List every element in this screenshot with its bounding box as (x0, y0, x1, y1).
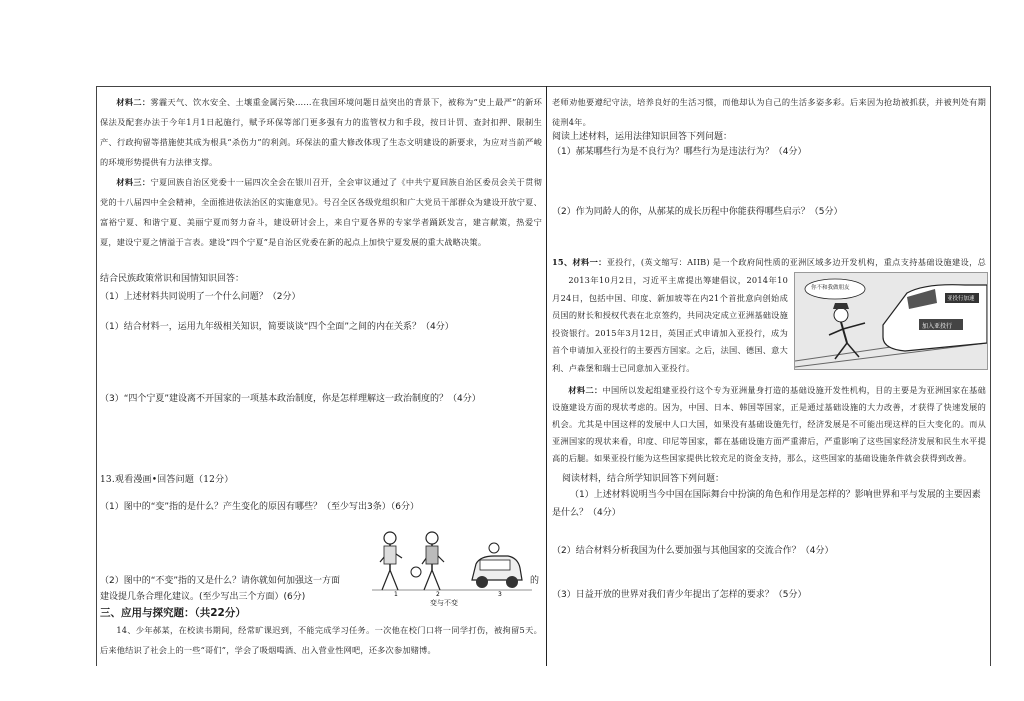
cartoon-change-figure (372, 524, 532, 612)
question-14-part-1: （1）郝某哪些行为是不良行为？哪些行为是违法行为？（4分） (552, 147, 807, 157)
cartoon-caption: 变与不变 (430, 599, 458, 607)
column-divider (546, 86, 547, 666)
material-3-label: 材料三： (116, 177, 151, 187)
question-1: （1）上述材料共同说明了一个什么问题？（2分） (100, 292, 301, 302)
question-15-part-3: （3）日益开放的世界对我们青少年提出了怎样的要求？（5分） (552, 590, 807, 600)
frame-left-border (96, 86, 97, 666)
material-2-text-right: 中国所以发起组建亚投行这个专为亚洲量身打造的基础设施开发性机构，目的主要是为亚洲国家在基础设施建设方面的现状考虑的。因为，中国、日本、韩国等国家，正是通过基础设施的大力改善，才获得了快速发展的机会。尤其是中国这样的发展中人口大国，如果没有基础设施先行，经济发展是不可能出现这样的巨大变化的。而从亚洲国家的现状来看，印度、印尼等国家，都在基础设施方面严重滞后，严重影响了这些国家经济发展和民生水平提高的后腿。如果亚投行能为这些国家提供比较充足的资金支持，那么，这些国家的基础设施条件就会获得到改善。 (552, 385, 986, 463)
cartoon-sign-label: 加入亚投行 (922, 323, 953, 330)
material-2-label-right: 材料二： (568, 385, 603, 395)
question-15-intro: 亚投行，(英文缩写：AIIB) 是一个政府间性质的亚洲区域多边开发机构，重点支持基础设施建设，总 (606, 257, 986, 267)
question-14-text: 14、少年郝某，在校读书期间，经常旷课迟到，不能完成学习任务。一次他在校门口将一同学打伤，被拘留5天。后来他结识了社会上的一些“哥们”，学会了吸烟喝酒、出入营业性网吧，还多次参加赌博。 (100, 625, 542, 655)
material-3-text: 宁夏回族自治区党委十一届四次全会在银川召开，全会审议通过了《中共宁夏回族自治区委员会关于贯彻党的十八届四中全会精神，全面推进依法治区的实施意见》。号召全区各级党组织和广大党员干部群众为建设开放宁夏、富裕宁夏、和谐宁夏、美丽宁夏而努力奋斗，建设研讨会上，来自宁夏各界的专家学者踊跃发言，建言献策，热爱宁夏，建设宁夏之情溢于言表。建设“四个宁夏”是自治区党委在新的起点上加快宁夏发展的重大战略决策。 (100, 177, 542, 247)
question-15-material-1 (552, 252, 986, 272)
material-2-paragraph (100, 92, 542, 170)
cartoon-aiib-figure (794, 272, 988, 370)
frame-top-border (96, 86, 990, 87)
frame-right-border (990, 86, 991, 666)
cartoon-train-label: 亚投行加速 (947, 296, 975, 302)
question-15-material-2 (552, 382, 986, 484)
question-13-part-2-tail: 的 (530, 576, 540, 586)
question-13-part-2-a: （2）图中的“不变”指的又是什么？请你就如何加强这一方面 (100, 576, 341, 586)
cartoon-bubble-text: 你不和我做朋友 (811, 285, 850, 291)
material-2-text: 雾霾天气、饮水安全、土壤重金属污染……在我国环境问题日益突出的背景下，被称为“史上最严”的新环保法及配套办法于今年1月1日起施行，赋予环保等部门更多强有力的监管权力和手段，按日计罚、查封扣押、限制生产、行政拘留等措施使其成为根具“杀伤力”的利剑。环保法的重大修改体现了生态文明建设的新要求，为应对当前严峻的环境形势提供有力法律支撑。 (100, 97, 542, 167)
question-2: （1）结合材料一，运用九年级相关知识，简要谈谈“四个全面”之间的内在关系？（4分） (100, 322, 454, 332)
svg-text:3: 3 (498, 591, 502, 598)
question-15-part-2: （2）结合材料分析我国为什么要加强与其他国家的交流合作？（4分） (552, 546, 834, 556)
question-15-paragraph: 2013年10月2日，习近平主席提出筹建倡议，2014年10月24日，包括中国、印度、新加坡等在内21个首批意向创始成员国的财长和授权代表在北京签约，共同决定成立亚洲基础设施投资银行。2015年3月12日，英国正式申请加入亚投行，成为首个申请加入亚投行的主要西方国家。之后，法国、德国、意大利、卢森堡和瑞士已同意加入亚投行。 (552, 275, 788, 373)
question-15-label: 15、材料一： (552, 257, 607, 267)
question-13-title: 13.观看漫画•回答问题（12分） (100, 475, 234, 485)
read-instruction-1: 阅读上述材料，运用法律知识回答下列问题： (552, 132, 733, 142)
read-instruction-2: 阅读材料，结合所学知识回答下列问题： (562, 474, 725, 484)
material-2-label: 材料二： (116, 97, 151, 107)
section-3-heading: 三、应用与探究题：（共22分） (100, 607, 246, 619)
svg-text:1: 1 (394, 591, 398, 598)
question-15-part-1: （1）上述材料说明当今中国在国际舞台中扮演的角色和作用是怎样的？影响世界和平与发展的主要因素是什么？（4分） (552, 490, 981, 518)
material-3-paragraph (100, 172, 542, 270)
answer-prompt: 结合民族政策常识和国情知识回答： (100, 274, 245, 284)
question-14-part-2: （2）作为同龄人的你，从郝某的成长历程中你能获得哪些启示？（5分） (552, 207, 843, 217)
svg-text:2: 2 (436, 591, 440, 598)
question-3: （3）“四个宁夏”建设离不开国家的一项基本政治制度，你是怎样理解这一政治制度的？（4分） (100, 394, 481, 404)
left-column (100, 92, 542, 306)
question-14-continued: 老师劝他要遵纪守法，培养良好的生活习惯，而他却认为自己的生活多姿多彩。后来因为抢劫被抓获，并被判处有期徒刑4年。 (552, 97, 986, 127)
question-13-part-2-b: 建设提几条合理化建议。(至少写出三个方面）(6分) (100, 592, 306, 602)
question-13-part-1: （1）图中的“变”指的是什么？产生变化的原因有哪些？（至少写出3条）（6分） (100, 502, 420, 512)
